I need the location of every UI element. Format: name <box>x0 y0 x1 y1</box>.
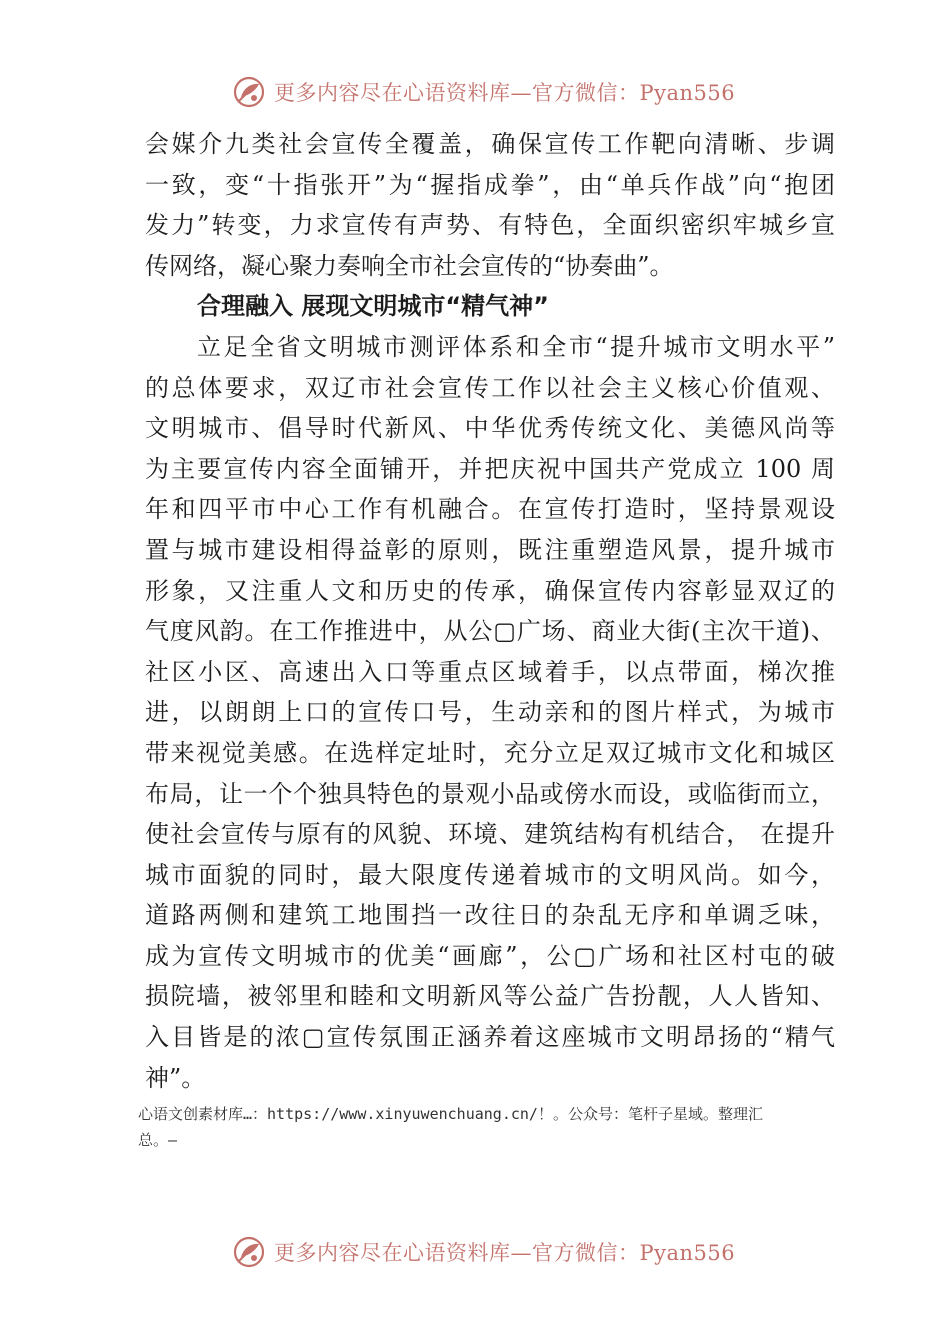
banner-text: 更多内容尽在心语资料库—官方微信：Pyan556 <box>274 1241 736 1265</box>
text-line: 的总体要求，双辽市社会宣传工作以社会主义核心价值观、 <box>145 373 835 402</box>
text-line: 传网络，凝心聚力奏响全市社会宣传的“协奏曲”。 <box>145 251 674 280</box>
article-body <box>145 124 835 1098</box>
text-line: 置与城市建设相得益彰的原则，既注重塑造风景，提升城市 <box>145 535 835 564</box>
text-line: 成为宣传文明城市的优美“画廊”，公▢广场和社区村屯的破 <box>145 941 835 970</box>
text-line: 城市面貌的同时，最大限度传递着城市的文明风尚。如今， <box>145 860 835 889</box>
text-line: 带来视觉美感。在选样定址时，充分立足双辽城市文化和城区 <box>145 738 835 767</box>
text-line: 进，以朗朗上口的宣传口号，生动亲和的图片样式，为城市 <box>145 698 835 727</box>
text-line: 布局，让一个个独具特色的景观小品或傍水而设，或临街而立， <box>145 779 835 808</box>
flower-pen-logo-icon <box>232 1235 266 1269</box>
banner-text: 更多内容尽在心语资料库—官方微信：Pyan556 <box>274 81 736 105</box>
text-line: 气度风韵。在工作推进中，从公▢广场、商业大街(主次干道)、 <box>145 617 835 646</box>
source-note-line: 心语文创素材库…：https://www.xinyuwenchuang.cn/！。公众号：笔杆子星域。整理汇 <box>138 1105 763 1123</box>
text-line: 形象，又注重人文和历史的传承，确保宣传内容彰显双辽的 <box>145 576 835 605</box>
text-line: 文明城市、倡导时代新风、中华优秀传统文化、美德风尚等 <box>145 414 835 443</box>
text-line: 为主要宣传内容全面铺开，并把庆祝中国共产党成立 100 周 <box>145 454 835 483</box>
text-line: 立足全省文明城市测评体系和全市“提升城市文明水平” <box>197 332 835 361</box>
source-note <box>138 1101 838 1153</box>
text-line: 年和四平市中心工作有机融合。在宣传打造时，坚持景观设 <box>145 495 835 524</box>
section-heading: 合理融入 展现文明城市“精气神” <box>197 292 549 321</box>
text-line: 发力”转变，力求宣传有声势、有特色，全面织密织牢城乡宣 <box>145 211 835 240</box>
source-note-line: 总。— <box>138 1131 178 1149</box>
flower-pen-logo-icon <box>232 75 266 109</box>
text-line: 损院墙，被邻里和睦和文明新风等公益广告扮靓，人人皆知、 <box>145 982 835 1011</box>
text-line: 社区小区、高速出入口等重点区域着手，以点带面，梯次推 <box>145 657 835 686</box>
text-line: 神”。 <box>145 1063 206 1092</box>
footer-banner <box>232 1232 736 1272</box>
text-line: 入目皆是的浓▢宣传氛围正涵养着这座城市文明昂扬的“精气 <box>145 1023 835 1052</box>
text-line: 会媒介九类社会宣传全覆盖，确保宣传工作靶向清晰、步调 <box>145 130 835 158</box>
text-line: 使社会宣传与原有的风貌、环境、建筑结构有机结合， 在提升 <box>145 820 835 849</box>
text-line: 一致，变“十指张开”为“握指成拳”，由“单兵作战”向“抱团 <box>145 170 835 199</box>
text-line: 道路两侧和建筑工地围挡一改往日的杂乱无序和单调乏味， <box>145 901 835 930</box>
header-banner <box>232 72 736 112</box>
